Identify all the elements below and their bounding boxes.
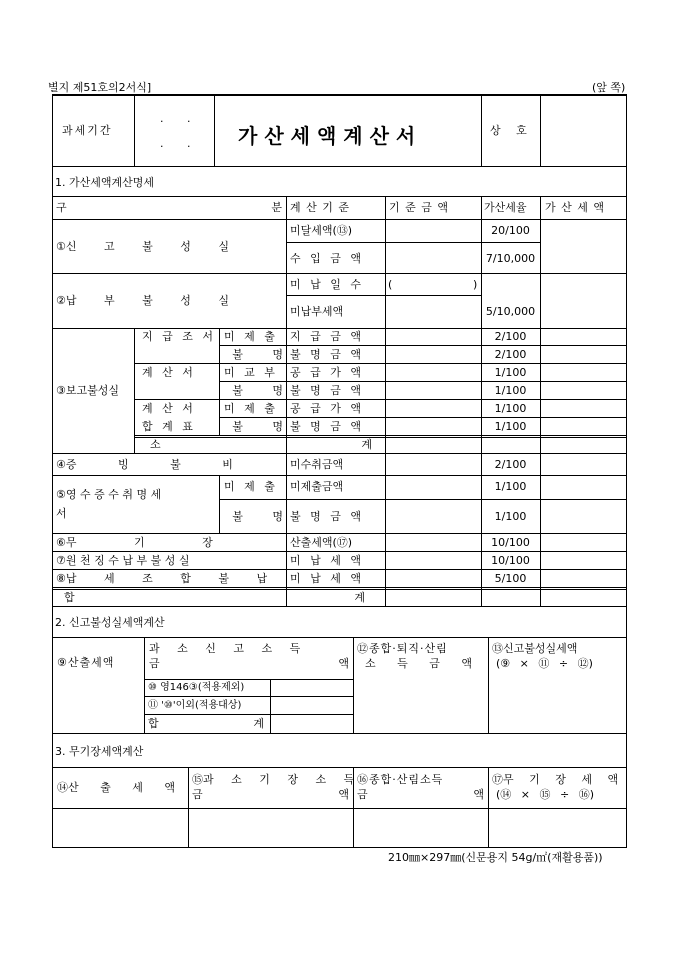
report-kind-4: 불 명: [232, 384, 283, 397]
computed-tax-header: ⑨산출세액: [57, 656, 115, 669]
report-sub-invoice: 계 산 서: [142, 366, 196, 379]
row-receipt-label-1: ⑤영 수 증 수 취 명 세: [56, 488, 162, 501]
applicable-row-label: ⑪ '⑩'이외(적용대상): [148, 700, 242, 711]
row-union-basis: 미 납 세 액: [290, 572, 361, 585]
row-withholding-label: ⑦원 천 징 수 납 부 불 성 실: [56, 554, 190, 567]
report-kind-3: 미 교 부: [224, 366, 275, 379]
report-rate-3: 1/100: [494, 366, 527, 379]
row-receipt-rate-1: 1/100: [494, 480, 527, 493]
row-receipt-label-2: 서: [56, 507, 67, 520]
row-receipt-basis-1: 미제출금액: [290, 480, 344, 493]
report-basis-6: 불 명 금 액: [290, 420, 361, 433]
column-header-basis: 계 산 기 준: [290, 201, 350, 214]
unpaid-days-paren-open: (: [388, 278, 393, 291]
report-kind-1: 미 제 출: [224, 330, 275, 343]
row-payment-rate: 5/10,000: [485, 305, 536, 318]
nobook-penalty-header-1: ⑰무 기 장 세 액: [492, 773, 619, 786]
combined-income-header-1: ⑫종합·퇴직·산림: [357, 642, 448, 655]
period-end-marks: · ·: [160, 140, 201, 153]
unpaid-days-paren-close: ): [473, 278, 478, 291]
nobook-penalty-header-2: (⑭ × ⑮ ÷ ⑯): [496, 788, 595, 801]
company-label: 상 호: [490, 124, 533, 137]
report-kind-6: 불 명: [232, 420, 283, 433]
row-declaration-rate-income: 7/10,000: [485, 252, 536, 265]
document-title: 가산세액계산서: [238, 124, 423, 148]
report-subtotal: 소 계: [150, 438, 372, 451]
report-basis-5: 공 급 가 액: [290, 402, 361, 415]
row-union-rate: 5/100: [494, 572, 527, 585]
row-declaration-rate-shortfall: 20/100: [491, 224, 530, 237]
report-kind-5: 미 제 출: [224, 402, 275, 415]
row-declaration-label: ①신 고 불 성 실: [56, 240, 229, 253]
row-receipt-rate-2: 1/100: [494, 510, 527, 523]
row-nobook-rate: 10/100: [491, 536, 530, 549]
under-reported-income-header-1: 과 소 신 고 소 득: [149, 642, 301, 655]
under-reported-income-header-2: 금 액: [149, 657, 349, 670]
row-nobook-label: ⑥무 기 장: [56, 536, 213, 549]
report-basis-2: 불 명 금 액: [290, 348, 361, 361]
nobook-computed-tax-header: ⑭산 출 세 액: [57, 781, 175, 794]
report-basis-3: 공 급 가 액: [290, 366, 361, 379]
column-header-category: 구 분: [56, 201, 282, 214]
report-basis-1: 지 급 금 액: [290, 330, 361, 343]
row-receipt-basis-2: 불 명 금 액: [290, 510, 361, 523]
period-start-marks: · ·: [160, 115, 201, 128]
page-side: (앞 쪽): [592, 81, 626, 94]
report-sub-invoice-summary-1: 계 산 서: [142, 402, 196, 415]
report-rate-4: 1/100: [494, 384, 527, 397]
report-basis-4: 불 명 금 액: [290, 384, 361, 397]
row-payment-basis-days: 미 납 일 수: [290, 278, 361, 291]
section3-heading: 3. 무기장세액계산: [55, 745, 144, 758]
combined-forest-income-header-2: 금 액: [357, 788, 484, 801]
section1-heading: 1. 가산세액계산명세: [55, 176, 154, 189]
section2-heading: 2. 신고불성실세액계산: [55, 616, 165, 629]
row-evidence-basis: 미수취금액: [290, 458, 344, 471]
report-rate-6: 1/100: [494, 420, 527, 433]
under-booked-income-header-1: ⑮과 소 기 장 소 득: [192, 773, 355, 786]
column-header-amount: 기 준 금 액: [389, 201, 449, 214]
report-rate-5: 1/100: [494, 402, 527, 415]
declaration-penalty-header-2: (⑨ × ⑪ ÷ ⑫): [496, 657, 593, 670]
row-receipt-kind-1: 미 제 출: [224, 480, 275, 493]
excluded-row-label: ⑩ 영146③(적용제외): [148, 682, 245, 693]
period-label: 과세기간: [62, 124, 113, 137]
report-rate-2: 2/100: [494, 348, 527, 361]
row-payment-basis-unpaid: 미납부세액: [290, 305, 344, 318]
declaration-penalty-header-1: ⑬신고불성실세액: [492, 642, 578, 655]
column-header-tax: 가 산 세 액: [545, 201, 605, 214]
company-name-field[interactable]: [541, 97, 625, 165]
section2-total: 합 계: [148, 717, 264, 730]
row-declaration-basis-income: 수 입 금 액: [290, 252, 361, 265]
report-rate-1: 2/100: [494, 330, 527, 343]
row-withholding-basis: 미 납 세 액: [290, 554, 361, 567]
report-kind-2: 불 명: [232, 348, 283, 361]
combined-income-header-2: 소 득 금 액: [365, 657, 472, 670]
form-number: 별지 제51호의2서식]: [48, 81, 152, 94]
column-header-rate: 가산세율: [484, 201, 527, 214]
row-report-label: ③보고불성실: [56, 384, 119, 397]
report-sub-invoice-summary-2: 합 계 표: [142, 420, 196, 433]
row-evidence-label: ④증 빙 불 비: [56, 458, 233, 471]
row-union-label: ⑧납 세 조 합 불 납: [56, 572, 268, 585]
row-withholding-rate: 10/100: [491, 554, 530, 567]
report-sub-payment-statement: 지 급 조 서: [142, 330, 216, 343]
section1-total: 합 계: [64, 591, 365, 604]
row-receipt-kind-2: 불 명: [232, 510, 283, 523]
row-declaration-basis-shortfall: 미달세액(⑬): [290, 224, 353, 237]
row-nobook-basis: 산출세액(⑰): [290, 536, 353, 549]
row-evidence-rate: 2/100: [494, 458, 527, 471]
combined-forest-income-header-1: ⑯종합·산림소득: [357, 773, 444, 786]
row-payment-label: ②납 부 불 성 실: [56, 294, 229, 307]
under-booked-income-header-2: 금 액: [192, 788, 349, 801]
paper-spec-footer: 210㎜×297㎜(신문용지 54g/㎡(재활용품)): [388, 851, 603, 864]
